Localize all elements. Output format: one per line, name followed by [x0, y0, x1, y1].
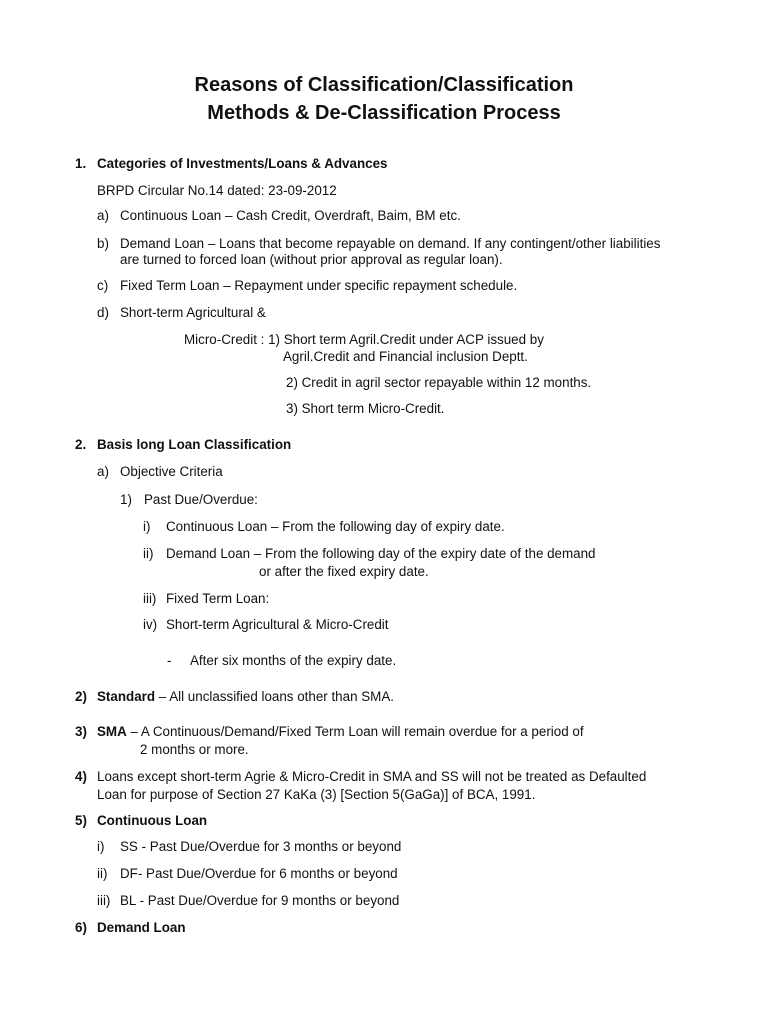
list-item: SS - Past Due/Overdue for 3 months or beyond — [120, 839, 402, 854]
list-item-continuation: or after the fixed expiry date. — [259, 564, 429, 579]
list-item: Short-term Agricultural & — [120, 305, 266, 320]
list-item: Demand Loan – Loans that become repayable on demand. If any contingent/other liabilities — [120, 236, 661, 251]
list-marker: d) — [97, 305, 109, 320]
list-marker: 1) — [120, 492, 132, 507]
para-6-number: 6) — [75, 920, 87, 935]
list-marker: ii) — [97, 866, 108, 881]
list-marker: iii) — [143, 591, 157, 606]
para-5-heading: Continuous Loan — [97, 813, 208, 828]
page-title-line-2: Methods & De-Classification Process — [207, 102, 561, 124]
para-3-number: 3) — [75, 724, 87, 739]
list-item: Fixed Term Loan – Repayment under specific repayment schedule. — [120, 278, 518, 293]
para-4-number: 4) — [75, 769, 87, 784]
list-marker: a) — [97, 464, 109, 479]
para-6-heading: Demand Loan — [97, 920, 186, 935]
list-marker: c) — [97, 278, 109, 293]
para-4-line-1: Loans except short-term Agrie & Micro-Credit in SMA and SS will not be treated as Defaulted — [97, 769, 647, 784]
list-item: DF- Past Due/Overdue for 6 months or beyond — [120, 866, 398, 881]
section-1-heading: Categories of Investments/Loans & Advances — [97, 156, 388, 171]
objective-criteria: Objective Criteria — [120, 464, 223, 479]
list-item: BL - Past Due/Overdue for 9 months or beyond — [120, 893, 400, 908]
list-item: Fixed Term Loan: — [166, 591, 270, 606]
section-2-number: 2. — [75, 437, 87, 452]
list-item: Short-term Agricultural & Micro-Credit — [166, 617, 389, 632]
past-due-heading: Past Due/Overdue: — [144, 492, 258, 507]
list-marker: iii) — [97, 893, 111, 908]
standard-definition: – All unclassified loans other than SMA. — [155, 689, 394, 704]
list-marker: i) — [143, 519, 151, 534]
micro-credit-line-1: Micro-Credit : 1) Short term Agril.Credit under ACP issued by — [184, 332, 544, 347]
sma-term: SMA — [97, 724, 127, 739]
dash-marker: - — [167, 653, 172, 668]
standard-term: Standard — [97, 689, 156, 704]
section-1-number: 1. — [75, 156, 87, 171]
section-2-heading: Basis long Loan Classification — [97, 437, 292, 452]
circular-reference: BRPD Circular No.14 dated: 23-09-2012 — [97, 183, 337, 198]
list-item: Continuous Loan – From the following day of expiry date. — [166, 519, 505, 534]
para-4-line-2: Loan for purpose of Section 27 KaKa (3) [Section 5(GaGa)] of BCA, 1991. — [97, 787, 536, 802]
micro-credit-line-2: Agril.Credit and Financial inclusion Deptt. — [283, 349, 528, 364]
micro-credit-line-4: 3) Short term Micro-Credit. — [286, 401, 445, 416]
list-marker: i) — [97, 839, 105, 854]
para-2-number: 2) — [75, 689, 87, 704]
list-marker: ii) — [143, 546, 154, 561]
dash-item: After six months of the expiry date. — [190, 653, 397, 668]
para-2-text — [97, 688, 394, 705]
list-marker: b) — [97, 236, 109, 251]
micro-credit-line-3: 2) Credit in agril sector repayable within 12 months. — [286, 375, 592, 390]
list-item: Demand Loan – From the following day of the expiry date of the demand — [166, 546, 596, 561]
list-item: Continuous Loan – Cash Credit, Overdraft, Baim, BM etc. — [120, 208, 461, 223]
list-item-continuation: are turned to forced loan (without prior approval as regular loan). — [120, 252, 503, 267]
para-3-continuation: 2 months or more. — [140, 742, 249, 757]
para-3-text — [97, 723, 584, 740]
para-5-number: 5) — [75, 813, 87, 828]
page-title-line-1: Reasons of Classification/Classification — [194, 74, 574, 96]
sma-definition: – A Continuous/Demand/Fixed Term Loan will remain overdue for a period of — [126, 724, 584, 739]
list-marker: iv) — [143, 617, 158, 632]
list-marker: a) — [97, 208, 109, 223]
